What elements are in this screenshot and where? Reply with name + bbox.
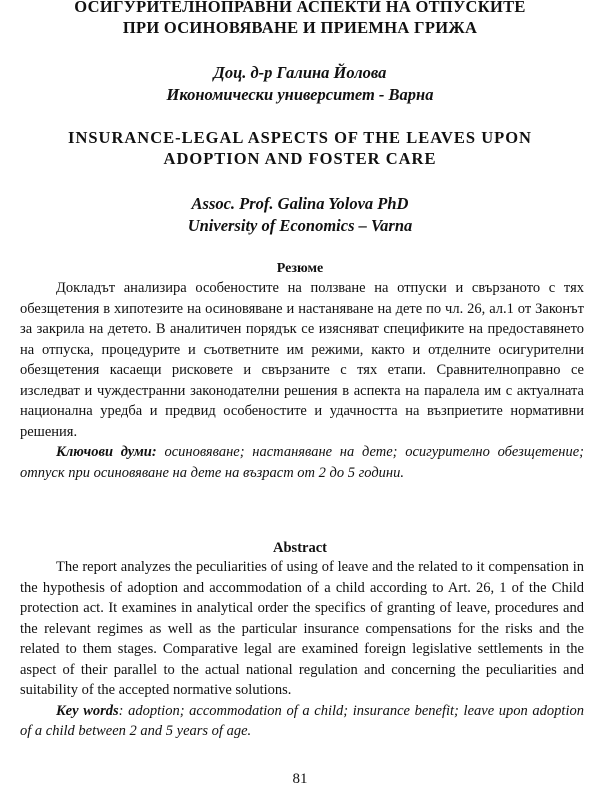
keywords-bg <box>20 442 584 483</box>
abstract-bulgarian <box>20 278 584 483</box>
title-bg-line-1: ОСИГУРИТЕЛНОПРАВНИ АСПЕКТИ НА ОТПУСКИТЕ <box>74 0 526 16</box>
keywords-en-label: Key words <box>56 702 119 719</box>
abstract-english <box>20 557 584 742</box>
author-block-bulgarian <box>18 62 582 106</box>
author-affiliation-en: University of Economics – Varna <box>187 216 413 235</box>
keywords-en <box>20 701 584 742</box>
abstract-heading-bg: Резюме <box>276 261 324 276</box>
abstract-bg-text: Докладът анализира особеностите на ползване на отпуски и свързаното с тях обезщетения в хипотезите на осиновяване и настаняване на дете по чл. 26, ал.1 от Законът за закрила на детето. В аналитичен порядък се изясняват спецификите на предоставянето на отпуска, процедурите и съответните им режими, както и отделните осигурителни обезщетения касаещи рисковете и свързаните с тях етапи. Сравнителноправно се изследват и чуждестранни законодателни решения в аспекта на паралела им с актуалната национална уредба и предвид особеностите и удачността на възприетите нормативни решения. <box>20 280 584 440</box>
title-en-line-2: ADOPTION AND FOSTER CARE <box>163 149 437 168</box>
author-affiliation-bg: Икономически университет - Варна <box>166 85 434 104</box>
abstract-heading-en: Abstract <box>273 540 327 556</box>
title-bulgarian <box>18 0 582 38</box>
page-number: 81 <box>292 771 308 787</box>
abstract-en-text: The report analyzes the peculiarities of using of leave and the related to it compensation in the hypothesis of adoption and accommodation of a child according to Art. 26, 1 of the Child protection act. It examines in analytical order the specifics of granting of leave, procedures and the relevant regimes as well as the particular insurance compensations for the risks and the related to them stages. Comparative legal are examined foreign legislative settlements in the aspect of their parallel to the actual national regulation and concerning the peculiarities and suitability of the accepted normative solutions. <box>20 559 584 698</box>
keywords-en-text: : adoption; accommodation of a child; insurance benefit; leave upon adoption of a child between 2 and 5 years of age. <box>20 702 584 739</box>
title-english <box>18 127 582 169</box>
title-bg-line-2: ПРИ ОСИНОВЯВАНЕ И ПРИЕМНА ГРИЖА <box>122 18 478 37</box>
title-en-line-1: INSURANCE-LEGAL ASPECTS OF THE LEAVES UPON <box>68 128 532 147</box>
author-name-bg: Доц. д-р Галина Йолова <box>213 63 387 82</box>
keywords-bg-text: осиновяване; настаняване на дете; осигурително обезщетение; отпуск при осиновяване на дете на възраст от 2 до 5 години. <box>20 444 585 481</box>
author-block-english <box>18 193 582 237</box>
author-name-en: Assoc. Prof. Galina Yolova PhD <box>191 194 409 213</box>
keywords-bg-label: Ключови думи: <box>56 444 157 460</box>
